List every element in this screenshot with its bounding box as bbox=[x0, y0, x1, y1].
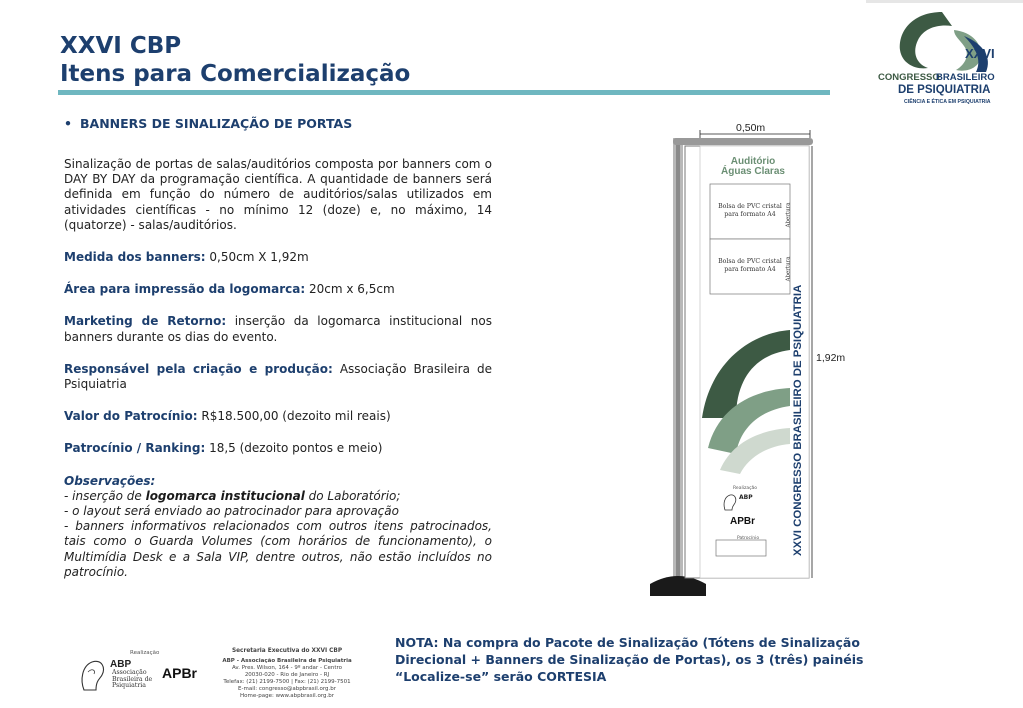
svg-text:CIÊNCIA E ÉTICA EM PSIQUIATRIA: CIÊNCIA E ÉTICA EM PSIQUIATRIA bbox=[904, 99, 991, 105]
obs-1-post: do Laboratório; bbox=[304, 488, 401, 503]
marketing-label: Marketing de Retorno: bbox=[64, 314, 227, 329]
secretaria-line-4: Telefax: (21) 2199-7500 | Fax: (21) 2199-7501 bbox=[223, 679, 351, 685]
room-name bbox=[710, 157, 796, 177]
medida-value: 0,50cm X 1,92m bbox=[209, 250, 309, 265]
congress-logo-icon bbox=[872, 6, 1012, 110]
footer-abp-logo bbox=[78, 656, 158, 692]
abp-head-icon bbox=[722, 492, 738, 512]
medida-label: Medida dos banners: bbox=[64, 250, 206, 265]
pocket-1-label bbox=[712, 203, 788, 219]
footer-abp-sub-1: Associação bbox=[112, 669, 147, 676]
pocket-2-label bbox=[712, 258, 788, 274]
secretaria-line-3: 20030-020 - Rio de Janeiro - RJ bbox=[244, 672, 330, 678]
svg-text:BRASILEIRO: BRASILEIRO bbox=[936, 72, 995, 83]
banner-vertical-text: XXVI CONGRESSO BRASILEIRO DE PSIQUIATRIA bbox=[792, 284, 804, 556]
secretaria-title: Secretaria Executiva do XXVI CBP bbox=[231, 648, 343, 654]
footer-abp-sub-2: Brasileira de bbox=[112, 675, 153, 683]
ranking-row bbox=[64, 441, 492, 456]
height-dimension-label: 1,92m bbox=[816, 352, 846, 364]
ranking-label: Patrocínio / Ranking: bbox=[64, 441, 206, 456]
svg-text:DE PSIQUIATRIA: DE PSIQUIATRIA bbox=[898, 84, 991, 96]
width-dimension-label: 0,50m bbox=[736, 122, 766, 134]
secretaria-line-2: Av. Pres. Wilson, 164 - 9º andar - Centro bbox=[231, 665, 343, 671]
banner-abp-logo bbox=[722, 492, 768, 514]
footer-abp-subtext bbox=[112, 670, 152, 690]
top-divider bbox=[866, 0, 1023, 3]
obs-1-pre: - inserção de bbox=[64, 488, 146, 503]
title-line-2: Itens para Comercialização bbox=[60, 61, 411, 87]
marketing-value: inserção da logomarca institucional nos banners durante os dias do evento. bbox=[64, 314, 492, 344]
ranking-value: 18,5 (dezoito pontos e meio) bbox=[209, 441, 383, 456]
side-label-2: Abertura bbox=[785, 256, 792, 282]
observacoes bbox=[64, 474, 492, 580]
room-name-line-2: Águas Claras bbox=[721, 166, 785, 177]
area-row bbox=[64, 282, 492, 297]
obs-item-1 bbox=[64, 489, 492, 504]
room-name-line-1: Auditório bbox=[730, 156, 776, 167]
footer-realizacao-label: Realização bbox=[130, 650, 160, 656]
area-label: Área para impressão da logomarca: bbox=[64, 282, 306, 297]
valor-value: R$18.500,00 (dezoito mil reais) bbox=[201, 409, 391, 424]
svg-text:XXVI: XXVI bbox=[965, 46, 995, 61]
valor-label: Valor do Patrocínio: bbox=[64, 409, 198, 424]
responsavel-row bbox=[64, 362, 492, 392]
footer-abp-text: ABP bbox=[110, 659, 132, 670]
description-paragraph: Sinalização de portas de salas/auditórios composta por banners com o DAY BY DAY da programação científica. A quantidade de banners será definida em função do número de auditórios/salas utilizados em atividades científicas - no mínimo 12 (doze) e, no máximo, 14 (quatorze) - salas/auditórios. bbox=[64, 157, 492, 232]
medida-row bbox=[64, 250, 492, 265]
banner-realizacao-label: Realização bbox=[733, 486, 758, 491]
pocket-2-line-2: para formato A4 bbox=[724, 266, 776, 273]
congress-logo bbox=[872, 6, 1012, 110]
footer-secretaria bbox=[222, 648, 352, 700]
section-heading-text: BANNERS DE SINALIZAÇÃO DE PORTAS bbox=[80, 116, 353, 131]
marketing-row bbox=[64, 314, 492, 344]
secretaria-line-5: E-mail: congresso@abpbrasil.org.br bbox=[238, 686, 336, 692]
section-heading bbox=[64, 116, 352, 131]
side-label-1: Abertura bbox=[785, 202, 792, 228]
bullet: • bbox=[64, 116, 72, 131]
responsavel-value: Associação Brasileira de Psiquiatria bbox=[64, 361, 492, 392]
banner-patrocinio-label: Patrocínio bbox=[737, 536, 760, 541]
abp-profile-icon bbox=[78, 656, 108, 692]
footer-abp-sub-3: Psiquiatria bbox=[112, 682, 146, 690]
banner-abp-text: ABP bbox=[739, 494, 753, 501]
footer-apbr-logo: APBr bbox=[162, 665, 198, 681]
area-value: 20cm x 6,5cm bbox=[308, 282, 395, 297]
pocket-1-line-1: Bolsa de PVC cristal bbox=[718, 203, 782, 210]
secretaria-line-1: ABP - Associação Brasileira de Psiquiatria bbox=[222, 658, 352, 664]
pocket-1-line-2: para formato A4 bbox=[724, 211, 776, 218]
obs-item-2: - o layout será enviado ao patrocinador para aprovação bbox=[64, 504, 399, 519]
page-title bbox=[60, 32, 410, 88]
pocket-2-line-1: Bolsa de PVC cristal bbox=[718, 258, 782, 265]
secretaria-line-6: Home-page: www.abpbrasil.org.br bbox=[240, 693, 334, 699]
banner-apbr-logo: APBr bbox=[730, 516, 756, 527]
nota-text: NOTA: Na compra do Pacote de Sinalização (Tótens de Sinalização Direcional + Banners de Sinalização de Portas), os 3 (três) painéis “Localize-se” serão CORTESIA bbox=[395, 635, 864, 684]
title-underline bbox=[58, 90, 830, 95]
obs-1-bold: logomarca institucional bbox=[145, 488, 305, 503]
obs-item-3: - banners informativos relacionados com outros itens patrocinados, tais como o Guarda Volumes (com horários de funcionamento), o Multimídia Desk e a Sala VIP, dentre outros, não estão incluídos no patrocínio. bbox=[64, 519, 492, 579]
valor-row bbox=[64, 409, 492, 424]
observacoes-label: Observações: bbox=[64, 473, 156, 488]
responsavel-label: Responsável pela criação e produção: bbox=[64, 361, 333, 376]
description-block bbox=[64, 157, 492, 580]
svg-text:CONGRESSO: CONGRESSO bbox=[878, 72, 940, 83]
title-line-1: XXVI CBP bbox=[60, 33, 182, 59]
